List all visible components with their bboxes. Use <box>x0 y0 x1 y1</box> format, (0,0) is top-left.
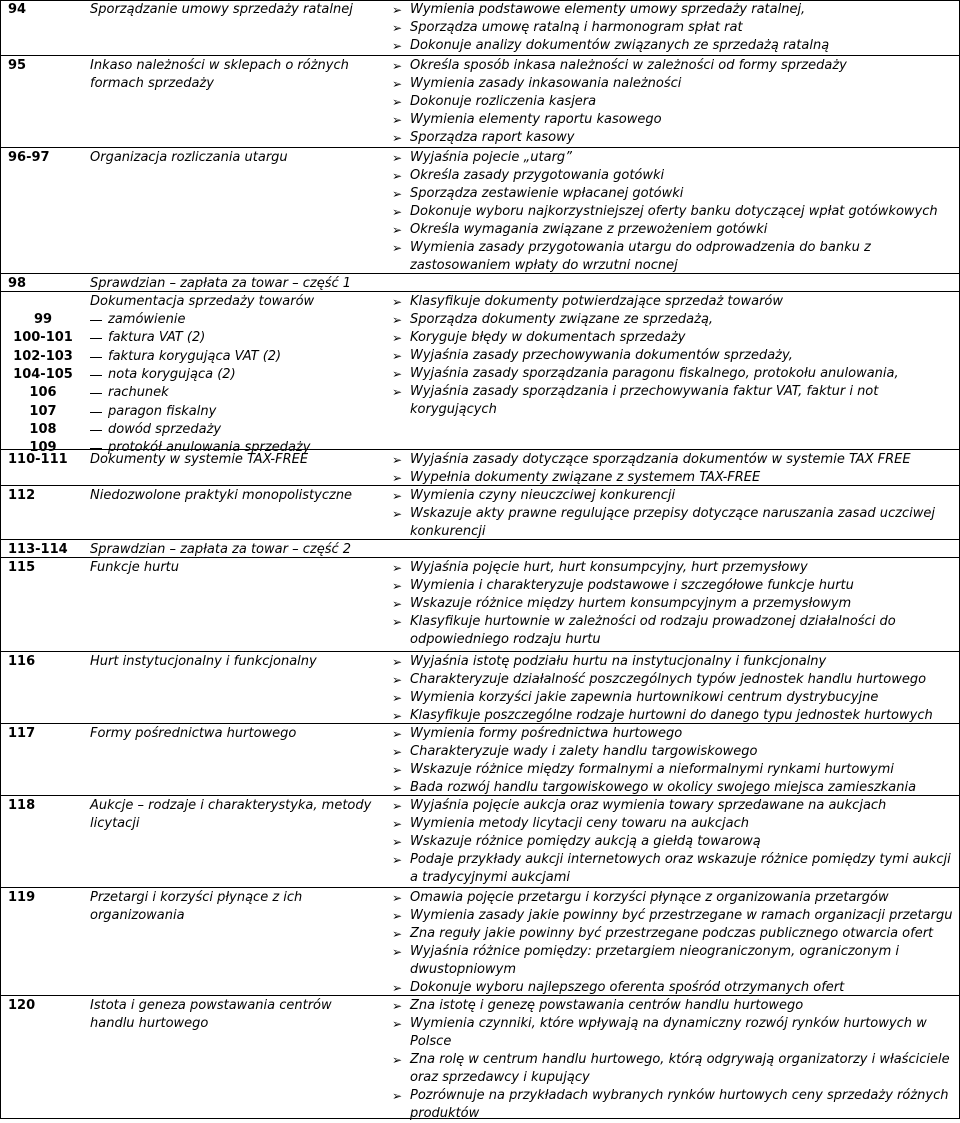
lesson-topic: Dokumentacja sprzedaży towarów <box>90 294 315 309</box>
lesson-number: 99 <box>33 312 53 327</box>
arrow-bullet-icon: ➢ <box>392 1053 403 1067</box>
table-left-border <box>0 0 1 1119</box>
arrow-bullet-icon: ➢ <box>392 151 403 165</box>
arrow-bullet-icon: ➢ <box>392 799 403 813</box>
lesson-topic: Sprawdzian – zapłata za towar – część 1 <box>90 276 352 291</box>
arrow-bullet-icon: ➢ <box>392 95 403 109</box>
learning-outcome: Wyjaśnia zasady sporządzania paragonu fiskalnego, protokołu anulowania, <box>410 366 899 381</box>
arrow-bullet-icon: ➢ <box>392 981 403 995</box>
lesson-topic: Inkaso należności w sklepach o różnych <box>90 58 349 73</box>
arrow-bullet-icon: ➢ <box>392 169 403 183</box>
learning-outcome: Wyjaśnia pojecie „utarg” <box>410 150 572 165</box>
learning-outcome: Wskazuje akty prawne regulujące przepisy dotyczące naruszania zasad uczciwej <box>410 506 935 521</box>
lesson-number: 116 <box>8 654 36 669</box>
row-divider <box>0 55 960 56</box>
learning-outcome: Klasyfikuje hurtownie w zależności od rodzaju prowadzonej działalności do <box>410 614 896 629</box>
learning-outcome: Wyjaśnia pojęcie hurt, hurt konsumpcyjny, hurt przemysłowy <box>410 560 808 575</box>
arrow-bullet-icon: ➢ <box>392 945 403 959</box>
lesson-number: 113-114 <box>8 542 68 557</box>
learning-outcome: Dokonuje rozliczenia kasjera <box>410 94 597 109</box>
learning-outcome: Wypełnia dokumenty związane z systemem TAX-FREE <box>410 470 761 485</box>
arrow-bullet-icon: ➢ <box>392 205 403 219</box>
learning-outcome: Pozrównuje na przykładach wybranych rynków hurtowych ceny sprzedaży różnych <box>410 1088 949 1103</box>
arrow-bullet-icon: ➢ <box>392 367 403 381</box>
document-type-item: faktura korygująca VAT (2) <box>108 348 282 364</box>
arrow-bullet-icon: ➢ <box>392 579 403 593</box>
lesson-topic: Funkcje hurtu <box>90 560 180 575</box>
arrow-bullet-icon: ➢ <box>392 853 403 867</box>
arrow-bullet-icon: ➢ <box>392 3 403 17</box>
lesson-topic: Przetargi i korzyści płynące z ich <box>90 890 303 905</box>
arrow-bullet-icon: ➢ <box>392 113 403 127</box>
arrow-bullet-icon: ➢ <box>392 241 403 255</box>
learning-outcome: Charakteryzuje działalność poszczególnych typów jednostek handlu hurtowego <box>410 672 927 687</box>
learning-outcome: Wymienia zasady przygotowania utargu do odprowadzenia do banku z <box>410 240 871 255</box>
lesson-number: 112 <box>8 488 36 503</box>
dash-bullet <box>90 338 102 339</box>
arrow-bullet-icon: ➢ <box>392 471 403 485</box>
arrow-bullet-icon: ➢ <box>392 507 403 521</box>
document-type-item: paragon fiskalny <box>108 403 217 419</box>
lesson-number: 118 <box>8 798 36 813</box>
row-divider <box>0 651 960 652</box>
arrow-bullet-icon: ➢ <box>392 1017 403 1031</box>
learning-outcome: Polsce <box>410 1034 452 1049</box>
learning-outcome: Zna rolę w centrum handlu hurtowego, którą odgrywają organizatorzy i właściciele <box>410 1052 950 1067</box>
arrow-bullet-icon: ➢ <box>392 489 403 503</box>
dash-bullet <box>90 430 102 431</box>
learning-outcome: Podaje przykłady aukcji internetowych oraz wskazuje różnice pomiędzy tymi aukcji <box>410 852 951 867</box>
lesson-topic: Formy pośrednictwa hurtowego <box>90 726 297 741</box>
learning-outcome: Wymienia metody licytacji ceny towaru na aukcjach <box>410 816 749 831</box>
arrow-bullet-icon: ➢ <box>392 891 403 905</box>
learning-outcome: Określa wymagania związane z przewożeniem gotówki <box>410 222 768 237</box>
learning-outcome: Zna istotę i genezę powstawania centrów handlu hurtowego <box>410 998 804 1013</box>
row-divider <box>0 147 960 148</box>
lesson-number: 119 <box>8 890 36 905</box>
arrow-bullet-icon: ➢ <box>392 727 403 741</box>
arrow-bullet-icon: ➢ <box>392 909 403 923</box>
lesson-topic: Aukcje – rodzaje i charakterystyka, metody <box>90 798 372 813</box>
learning-outcome: Sporządza umowę ratalną i harmonogram spłat rat <box>410 20 743 35</box>
learning-outcome: Wymienia zasady jakie powinny być przestrzegane w ramach organizacji przetargu <box>410 908 953 923</box>
arrow-bullet-icon: ➢ <box>392 781 403 795</box>
arrow-bullet-icon: ➢ <box>392 597 403 611</box>
dash-bullet <box>90 357 102 358</box>
arrow-bullet-icon: ➢ <box>392 673 403 687</box>
lesson-number: 108 <box>29 421 57 437</box>
learning-outcome: Wskazuje różnice między formalnymi a nieformalnymi rynkami hurtowymi <box>410 762 894 777</box>
lesson-topic: Sprawdzian – zapłata za towar – część 2 <box>90 542 352 557</box>
lesson-topic: organizowania <box>90 908 185 923</box>
arrow-bullet-icon: ➢ <box>392 615 403 629</box>
arrow-bullet-icon: ➢ <box>392 187 403 201</box>
lesson-topic: Istota i geneza powstawania centrów <box>90 998 332 1013</box>
arrow-bullet-icon: ➢ <box>392 331 403 345</box>
dash-bullet <box>90 393 102 394</box>
learning-outcome: Określa sposób inkasa należności w zależności od formy sprzedaży <box>410 58 847 73</box>
lesson-number: 94 <box>8 2 27 17</box>
learning-outcome: Wskazuje różnice między hurtem konsumpcyjnym a przemysłowym <box>410 596 852 611</box>
learning-outcome: Dokonuje analizy dokumentów związanych ze sprzedażą ratalną <box>410 38 830 53</box>
learning-outcome: oraz sprzedawcy i kupujący <box>410 1070 590 1085</box>
arrow-bullet-icon: ➢ <box>392 453 403 467</box>
lesson-number: 96-97 <box>8 150 50 165</box>
learning-outcome: Wyjaśnia zasady sporządzania i przechowywania faktur VAT, faktur i not <box>410 384 879 399</box>
arrow-bullet-icon: ➢ <box>392 313 403 327</box>
arrow-bullet-icon: ➢ <box>392 709 403 723</box>
learning-outcome: Wymienia elementy raportu kasowego <box>410 112 662 127</box>
document-type-item: zamówienie <box>108 312 186 327</box>
learning-outcome: a tradycyjnymi aukcjami <box>410 870 570 885</box>
learning-outcome: konkurencji <box>410 524 486 539</box>
learning-outcome: Sporządza zestawienie wpłacanej gotówki <box>410 186 684 201</box>
lesson-number: 117 <box>8 726 36 741</box>
lesson-number: 102-103 <box>13 348 73 364</box>
learning-outcome: Dokonuje wyboru najlepszego oferenta spośród otrzymanych ofert <box>410 980 845 995</box>
lesson-number: 107 <box>29 403 57 419</box>
learning-outcome: Określa zasady przygotowania gotówki <box>410 168 665 183</box>
lesson-number: 110-111 <box>8 452 68 467</box>
arrow-bullet-icon: ➢ <box>392 295 403 309</box>
arrow-bullet-icon: ➢ <box>392 691 403 705</box>
dash-bullet <box>90 375 102 376</box>
lesson-topic: formach sprzedaży <box>90 76 214 91</box>
arrow-bullet-icon: ➢ <box>392 77 403 91</box>
learning-outcome: Klasyfikuje dokumenty potwierdzające sprzedaż towarów <box>410 294 784 309</box>
arrow-bullet-icon: ➢ <box>392 131 403 145</box>
learning-outcome: Klasyfikuje poszczególne rodzaje hurtowni do danego typu jednostek hurtowych <box>410 708 933 723</box>
lesson-number: 100-101 <box>13 330 73 346</box>
document-type-item: protokół anulowania sprzedaży <box>108 440 311 456</box>
learning-outcome: Wymienia i charakteryzuje podstawowe i szczegółowe funkcje hurtu <box>410 578 854 593</box>
lesson-topic: Niedozwolone praktyki monopolistyczne <box>90 488 353 503</box>
arrow-bullet-icon: ➢ <box>392 39 403 53</box>
document-type-item: dowód sprzedaży <box>108 421 222 437</box>
learning-outcome: Wymienia czynniki, które wpływają na dynamiczny rozwój rynków hurtowych w <box>410 1016 927 1031</box>
lesson-topic: Sporządzanie umowy sprzedaży ratalnej <box>90 2 353 17</box>
learning-outcome: Wymienia formy pośrednictwa hurtowego <box>410 726 683 741</box>
learning-outcome: Charakteryzuje wady i zalety handlu targowiskowego <box>410 744 758 759</box>
learning-outcome: Wyjaśnia pojęcie aukcja oraz wymienia towary sprzedawane na aukcjach <box>410 798 887 813</box>
lesson-number: 104-105 <box>13 366 73 382</box>
lesson-topic: Dokumenty w systemie TAX-FREE <box>90 452 309 467</box>
learning-outcome: Wskazuje różnice pomiędzy aukcją a giełdą towarową <box>410 834 761 849</box>
arrow-bullet-icon: ➢ <box>392 999 403 1013</box>
learning-outcome: Wyjaśnia istotę podziału hurtu na instytucjonalny i funkcjonalny <box>410 654 827 669</box>
document-type-item: rachunek <box>108 385 169 401</box>
learning-outcome: korygujących <box>410 402 497 417</box>
arrow-bullet-icon: ➢ <box>392 745 403 759</box>
lesson-number: 106 <box>29 385 57 401</box>
lesson-number: 95 <box>8 58 27 73</box>
lesson-topic: handlu hurtowego <box>90 1016 209 1031</box>
learning-outcome: Wymienia zasady inkasowania należności <box>410 76 682 91</box>
arrow-bullet-icon: ➢ <box>392 385 403 399</box>
learning-outcome: dwustopniowym <box>410 962 516 977</box>
learning-outcome: Wyjaśnia zasady dotyczące sporządzania dokumentów w systemie TAX FREE <box>410 452 911 467</box>
arrow-bullet-icon: ➢ <box>392 1089 403 1103</box>
row-divider <box>0 887 960 888</box>
learning-outcome: odpowiedniego rodzaju hurtu <box>410 632 601 647</box>
document-type-item: nota korygująca (2) <box>108 366 236 382</box>
learning-outcome: Wymienia korzyści jakie zapewnia hurtownikowi centrum dystrybucyjne <box>410 690 879 705</box>
arrow-bullet-icon: ➢ <box>392 817 403 831</box>
arrow-bullet-icon: ➢ <box>392 835 403 849</box>
arrow-bullet-icon: ➢ <box>392 763 403 777</box>
arrow-bullet-icon: ➢ <box>392 561 403 575</box>
arrow-bullet-icon: ➢ <box>392 927 403 941</box>
lesson-number: 98 <box>8 276 27 291</box>
arrow-bullet-icon: ➢ <box>392 655 403 669</box>
lesson-number: 115 <box>8 560 36 575</box>
learning-outcome: Sporządza raport kasowy <box>410 130 575 145</box>
learning-outcome: Wyjaśnia różnice pomiędzy: przetargiem nieograniczonym, ograniczonym i <box>410 944 899 959</box>
learning-outcome: produktów <box>410 1106 480 1121</box>
arrow-bullet-icon: ➢ <box>392 349 403 363</box>
arrow-bullet-icon: ➢ <box>392 21 403 35</box>
dash-bullet <box>90 412 102 413</box>
learning-outcome: Dokonuje wyboru najkorzystniejszej oferty banku dotyczącej wpłat gotówkowych <box>410 204 938 219</box>
lesson-topic: licytacji <box>90 816 140 831</box>
arrow-bullet-icon: ➢ <box>392 59 403 73</box>
learning-outcome: Wymienia czyny nieuczciwej konkurencji <box>410 488 676 503</box>
learning-outcome: Wymienia podstawowe elementy umowy sprzedaży ratalnej, <box>410 2 806 17</box>
lesson-topic: Hurt instytucjonalny i funkcjonalny <box>90 654 317 669</box>
dash-bullet <box>90 320 102 321</box>
learning-outcome: Omawia pojęcie przetargu i korzyści płynące z organizowania przetargów <box>410 890 889 905</box>
learning-outcome: zastosowaniem wpłaty do wrzutni nocnej <box>410 258 678 273</box>
lesson-number: 109 <box>29 440 57 456</box>
learning-outcome: Wyjaśnia zasady przechowywania dokumentów sprzedaży, <box>410 348 793 363</box>
dash-bullet <box>90 448 102 449</box>
learning-outcome: Bada rozwój handlu targowiskowego w okolicy swojego miejsca zamieszkania <box>410 780 917 795</box>
lesson-topic: Organizacja rozliczania utargu <box>90 150 288 165</box>
learning-outcome: Koryguje błędy w dokumentach sprzedaży <box>410 330 686 345</box>
learning-outcome: Sporządza dokumenty związane ze sprzedażą, <box>410 312 714 327</box>
document-type-item: faktura VAT (2) <box>108 330 206 346</box>
learning-outcome: Zna reguły jakie powinny być przestrzegane podczas publicznego otwarcia ofert <box>410 926 934 941</box>
arrow-bullet-icon: ➢ <box>392 223 403 237</box>
lesson-number: 120 <box>8 998 36 1013</box>
